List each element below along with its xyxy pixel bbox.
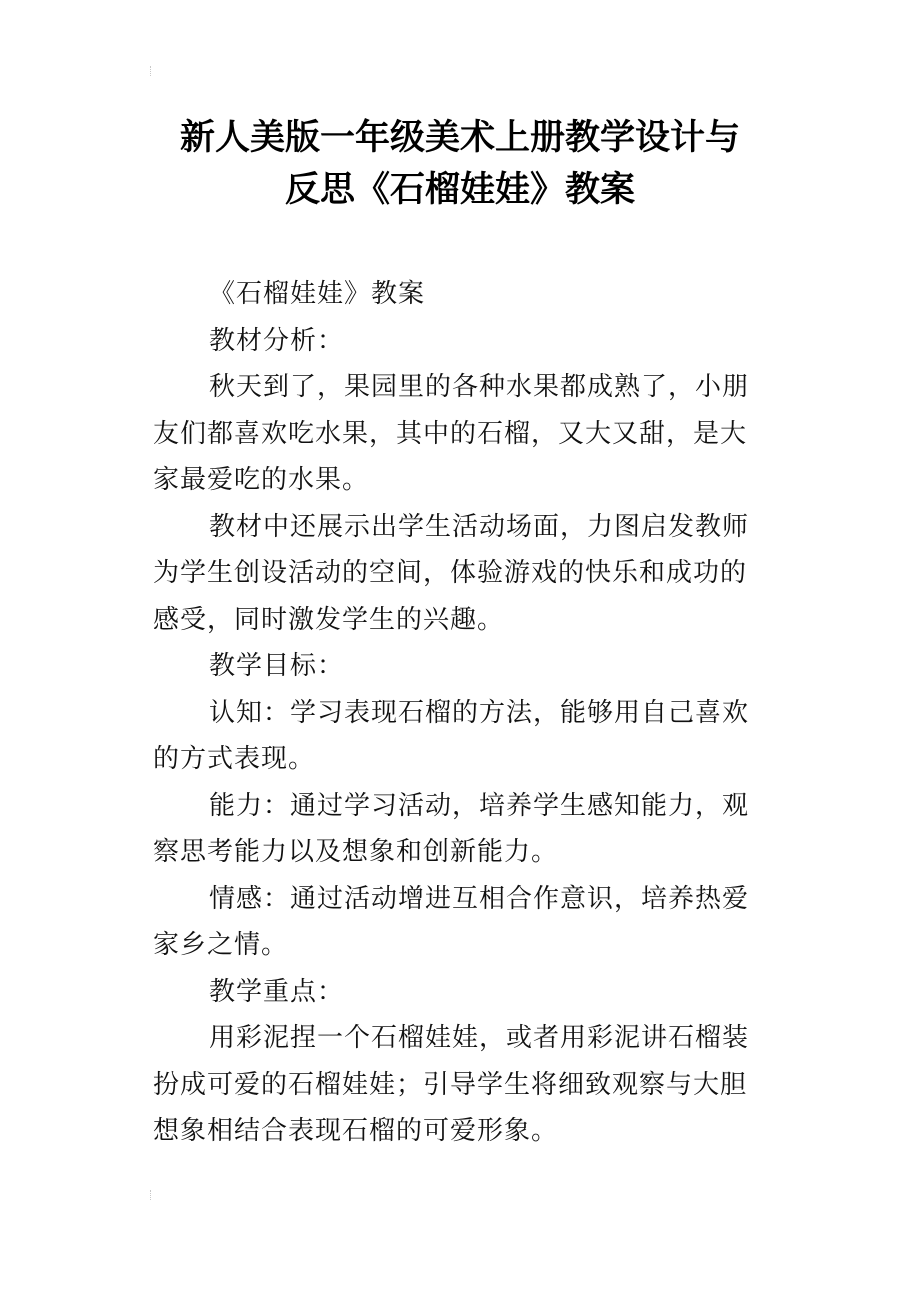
section-heading-teaching-focus: 教学重点：: [209, 976, 345, 1007]
title-line-2: 反思《石榴娃娃》教案: [284, 170, 635, 210]
paragraph-teaching-focus: 用彩泥捏一个石榴娃娃，或者用彩泥讲石榴装扮成可爱的石榴娃娃；引导学生将细致观察与大胆想象相结合表现石榴的可爱形象。: [153, 1023, 750, 1146]
paragraph-material-analysis-1: 秋天到了，果园里的各种水果都成熟了，小朋友们都喜欢吃水果，其中的石榴，又大又甜，是大家最爱吃的水果。: [153, 372, 750, 495]
section-heading-teaching-goals: 教学目标：: [209, 651, 345, 681]
page-corner-mark-top: [150, 66, 157, 76]
paragraph-goal-ability: 能力：通过学习活动，培养学生感知能力，观察思考能力以及想象和创新能力。: [153, 790, 750, 867]
section-heading-material-analysis: 教材分析：: [209, 325, 345, 356]
paragraph-material-analysis-2: 教材中还展示出学生活动场面，力图启发教师为学生创设活动的空间，体验游戏的快乐和成功的感受，同时激发学生的兴趣。: [153, 511, 750, 635]
document-title: [110, 112, 810, 216]
paragraph-goal-cognition: 认知：学习表现石榴的方法，能够用自己喜欢的方式表现。: [153, 697, 750, 774]
lesson-heading: 《石榴娃娃》教案: [209, 279, 426, 309]
document-body: [153, 271, 768, 1155]
page-corner-mark-bottom: [150, 1190, 157, 1200]
title-line-1: 新人美版一年级美术上册教学设计与: [179, 118, 740, 158]
paragraph-goal-emotion: 情感：通过活动增进互相合作意识，培养热爱家乡之情。: [153, 883, 750, 960]
